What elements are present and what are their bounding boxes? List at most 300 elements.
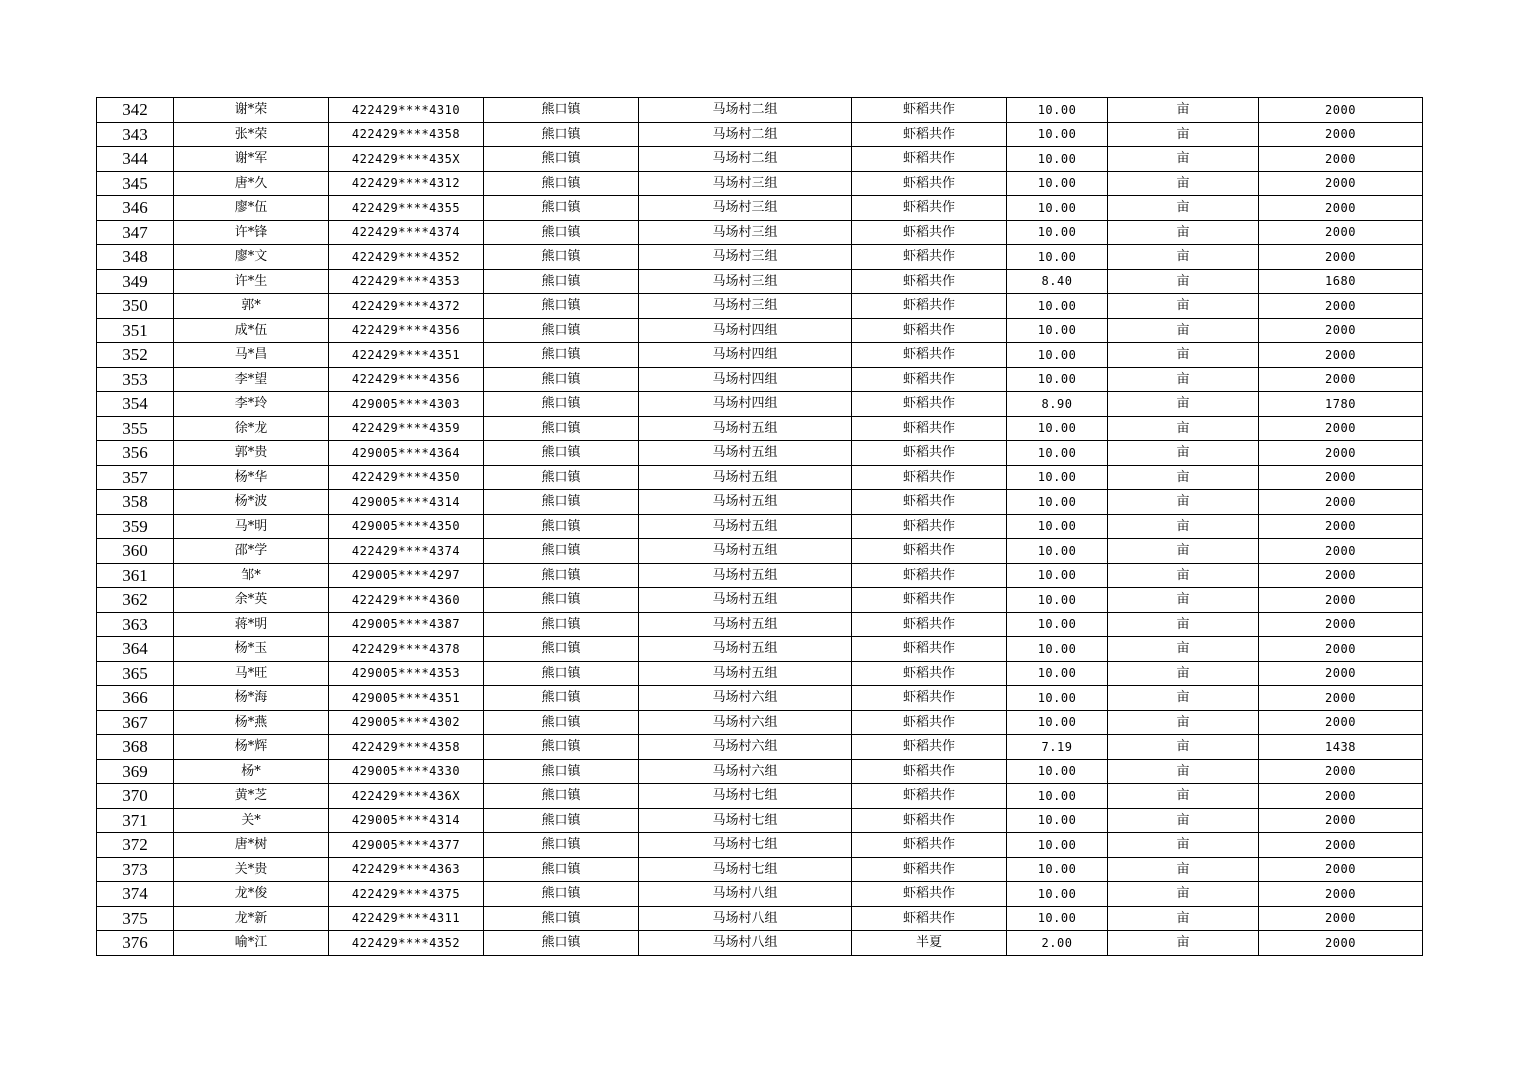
table-row <box>97 318 1423 343</box>
table-row <box>97 539 1423 564</box>
id-number-cell: 422429****4378 <box>329 637 484 662</box>
town-cell: 熊口镇 <box>484 147 639 172</box>
amount-cell: 2000 <box>1259 514 1423 539</box>
town-cell: 熊口镇 <box>484 612 639 637</box>
town-cell: 熊口镇 <box>484 441 639 466</box>
row-number-cell: 345 <box>97 171 174 196</box>
name-cell: 杨*华 <box>174 465 329 490</box>
town-cell: 熊口镇 <box>484 343 639 368</box>
area-cell: 10.00 <box>1007 588 1108 613</box>
area-cell: 10.00 <box>1007 710 1108 735</box>
row-number-cell: 342 <box>97 98 174 123</box>
table-row <box>97 637 1423 662</box>
name-cell: 谢*荣 <box>174 98 329 123</box>
name-cell: 杨*玉 <box>174 637 329 662</box>
village-group-cell: 马场村五组 <box>639 539 852 564</box>
name-cell: 龙*俊 <box>174 882 329 907</box>
table-row <box>97 514 1423 539</box>
area-cell: 10.00 <box>1007 882 1108 907</box>
amount-cell: 2000 <box>1259 122 1423 147</box>
amount-cell: 2000 <box>1259 563 1423 588</box>
amount-cell: 2000 <box>1259 661 1423 686</box>
id-number-cell: 422429****4375 <box>329 882 484 907</box>
crop-type-cell: 虾稻共作 <box>852 784 1007 809</box>
table-row <box>97 196 1423 221</box>
id-number-cell: 422429****435X <box>329 147 484 172</box>
id-number-cell: 422429****436X <box>329 784 484 809</box>
area-cell: 10.00 <box>1007 857 1108 882</box>
village-group-cell: 马场村三组 <box>639 269 852 294</box>
id-number-cell: 422429****4360 <box>329 588 484 613</box>
town-cell: 熊口镇 <box>484 882 639 907</box>
town-cell: 熊口镇 <box>484 294 639 319</box>
town-cell: 熊口镇 <box>484 735 639 760</box>
name-cell: 邵*学 <box>174 539 329 564</box>
row-number-cell: 373 <box>97 857 174 882</box>
row-number-cell: 358 <box>97 490 174 515</box>
town-cell: 熊口镇 <box>484 661 639 686</box>
village-group-cell: 马场村五组 <box>639 637 852 662</box>
name-cell: 许*生 <box>174 269 329 294</box>
village-group-cell: 马场村五组 <box>639 661 852 686</box>
id-number-cell: 422429****4310 <box>329 98 484 123</box>
crop-type-cell: 虾稻共作 <box>852 367 1007 392</box>
name-cell: 马*明 <box>174 514 329 539</box>
crop-type-cell: 虾稻共作 <box>852 98 1007 123</box>
name-cell: 杨* <box>174 759 329 784</box>
crop-type-cell: 虾稻共作 <box>852 882 1007 907</box>
crop-type-cell: 虾稻共作 <box>852 514 1007 539</box>
unit-cell: 亩 <box>1108 833 1259 858</box>
table-row <box>97 857 1423 882</box>
area-cell: 10.00 <box>1007 171 1108 196</box>
crop-type-cell: 虾稻共作 <box>852 245 1007 270</box>
name-cell: 郭*贵 <box>174 441 329 466</box>
village-group-cell: 马场村六组 <box>639 735 852 760</box>
village-group-cell: 马场村四组 <box>639 367 852 392</box>
area-cell: 10.00 <box>1007 784 1108 809</box>
unit-cell: 亩 <box>1108 416 1259 441</box>
name-cell: 马*昌 <box>174 343 329 368</box>
table-row <box>97 441 1423 466</box>
area-cell: 10.00 <box>1007 808 1108 833</box>
unit-cell: 亩 <box>1108 637 1259 662</box>
village-group-cell: 马场村七组 <box>639 808 852 833</box>
village-group-cell: 马场村八组 <box>639 882 852 907</box>
area-cell: 10.00 <box>1007 686 1108 711</box>
table-row <box>97 294 1423 319</box>
area-cell: 8.40 <box>1007 269 1108 294</box>
unit-cell: 亩 <box>1108 392 1259 417</box>
area-cell: 10.00 <box>1007 294 1108 319</box>
crop-type-cell: 虾稻共作 <box>852 735 1007 760</box>
id-number-cell: 422429****4359 <box>329 416 484 441</box>
row-number-cell: 347 <box>97 220 174 245</box>
town-cell: 熊口镇 <box>484 416 639 441</box>
name-cell: 蒋*明 <box>174 612 329 637</box>
crop-type-cell: 虾稻共作 <box>852 490 1007 515</box>
id-number-cell: 429005****4314 <box>329 490 484 515</box>
town-cell: 熊口镇 <box>484 318 639 343</box>
table-row <box>97 710 1423 735</box>
table-row <box>97 612 1423 637</box>
row-number-cell: 360 <box>97 539 174 564</box>
crop-type-cell: 半夏 <box>852 931 1007 956</box>
id-number-cell: 422429****4352 <box>329 245 484 270</box>
name-cell: 廖*伍 <box>174 196 329 221</box>
name-cell: 邹* <box>174 563 329 588</box>
village-group-cell: 马场村二组 <box>639 98 852 123</box>
amount-cell: 1680 <box>1259 269 1423 294</box>
row-number-cell: 351 <box>97 318 174 343</box>
table-row <box>97 490 1423 515</box>
table-row <box>97 833 1423 858</box>
unit-cell: 亩 <box>1108 906 1259 931</box>
name-cell: 杨*辉 <box>174 735 329 760</box>
row-number-cell: 362 <box>97 588 174 613</box>
unit-cell: 亩 <box>1108 269 1259 294</box>
row-number-cell: 344 <box>97 147 174 172</box>
table-row <box>97 808 1423 833</box>
amount-cell: 2000 <box>1259 637 1423 662</box>
crop-type-cell: 虾稻共作 <box>852 269 1007 294</box>
table-row <box>97 784 1423 809</box>
town-cell: 熊口镇 <box>484 269 639 294</box>
name-cell: 唐*树 <box>174 833 329 858</box>
unit-cell: 亩 <box>1108 171 1259 196</box>
unit-cell: 亩 <box>1108 882 1259 907</box>
town-cell: 熊口镇 <box>484 686 639 711</box>
row-number-cell: 366 <box>97 686 174 711</box>
village-group-cell: 马场村四组 <box>639 318 852 343</box>
area-cell: 10.00 <box>1007 196 1108 221</box>
amount-cell: 2000 <box>1259 857 1423 882</box>
village-group-cell: 马场村二组 <box>639 122 852 147</box>
amount-cell: 2000 <box>1259 588 1423 613</box>
village-group-cell: 马场村六组 <box>639 686 852 711</box>
amount-cell: 2000 <box>1259 465 1423 490</box>
unit-cell: 亩 <box>1108 563 1259 588</box>
row-number-cell: 368 <box>97 735 174 760</box>
table-row <box>97 367 1423 392</box>
row-number-cell: 355 <box>97 416 174 441</box>
table-row <box>97 171 1423 196</box>
id-number-cell: 422429****4363 <box>329 857 484 882</box>
crop-type-cell: 虾稻共作 <box>852 833 1007 858</box>
unit-cell: 亩 <box>1108 441 1259 466</box>
unit-cell: 亩 <box>1108 490 1259 515</box>
village-group-cell: 马场村三组 <box>639 294 852 319</box>
town-cell: 熊口镇 <box>484 245 639 270</box>
town-cell: 熊口镇 <box>484 563 639 588</box>
area-cell: 2.00 <box>1007 931 1108 956</box>
unit-cell: 亩 <box>1108 318 1259 343</box>
table-row <box>97 882 1423 907</box>
name-cell: 龙*新 <box>174 906 329 931</box>
town-cell: 熊口镇 <box>484 637 639 662</box>
id-number-cell: 429005****4302 <box>329 710 484 735</box>
town-cell: 熊口镇 <box>484 833 639 858</box>
amount-cell: 2000 <box>1259 710 1423 735</box>
crop-type-cell: 虾稻共作 <box>852 661 1007 686</box>
amount-cell: 2000 <box>1259 808 1423 833</box>
name-cell: 黄*芝 <box>174 784 329 809</box>
town-cell: 熊口镇 <box>484 465 639 490</box>
town-cell: 熊口镇 <box>484 367 639 392</box>
row-number-cell: 359 <box>97 514 174 539</box>
area-cell: 10.00 <box>1007 416 1108 441</box>
village-group-cell: 马场村四组 <box>639 392 852 417</box>
amount-cell: 2000 <box>1259 171 1423 196</box>
name-cell: 余*英 <box>174 588 329 613</box>
town-cell: 熊口镇 <box>484 392 639 417</box>
crop-type-cell: 虾稻共作 <box>852 588 1007 613</box>
town-cell: 熊口镇 <box>484 931 639 956</box>
crop-type-cell: 虾稻共作 <box>852 392 1007 417</box>
table-row <box>97 269 1423 294</box>
name-cell: 杨*燕 <box>174 710 329 735</box>
amount-cell: 2000 <box>1259 318 1423 343</box>
unit-cell: 亩 <box>1108 98 1259 123</box>
unit-cell: 亩 <box>1108 294 1259 319</box>
unit-cell: 亩 <box>1108 710 1259 735</box>
amount-cell: 2000 <box>1259 539 1423 564</box>
name-cell: 唐*久 <box>174 171 329 196</box>
row-number-cell: 369 <box>97 759 174 784</box>
area-cell: 10.00 <box>1007 318 1108 343</box>
amount-cell: 2000 <box>1259 931 1423 956</box>
row-number-cell: 376 <box>97 931 174 956</box>
name-cell: 马*旺 <box>174 661 329 686</box>
village-group-cell: 马场村七组 <box>639 857 852 882</box>
crop-type-cell: 虾稻共作 <box>852 441 1007 466</box>
amount-cell: 2000 <box>1259 220 1423 245</box>
row-number-cell: 371 <box>97 808 174 833</box>
amount-cell: 2000 <box>1259 294 1423 319</box>
village-group-cell: 马场村五组 <box>639 588 852 613</box>
unit-cell: 亩 <box>1108 686 1259 711</box>
table-row <box>97 245 1423 270</box>
amount-cell: 2000 <box>1259 490 1423 515</box>
id-number-cell: 422429****4312 <box>329 171 484 196</box>
town-cell: 熊口镇 <box>484 784 639 809</box>
row-number-cell: 374 <box>97 882 174 907</box>
town-cell: 熊口镇 <box>484 196 639 221</box>
table-row <box>97 147 1423 172</box>
area-cell: 10.00 <box>1007 343 1108 368</box>
village-group-cell: 马场村八组 <box>639 931 852 956</box>
unit-cell: 亩 <box>1108 465 1259 490</box>
unit-cell: 亩 <box>1108 784 1259 809</box>
row-number-cell: 365 <box>97 661 174 686</box>
name-cell: 张*荣 <box>174 122 329 147</box>
village-group-cell: 马场村五组 <box>639 563 852 588</box>
id-number-cell: 429005****4387 <box>329 612 484 637</box>
id-number-cell: 429005****4364 <box>329 441 484 466</box>
table-row <box>97 661 1423 686</box>
name-cell: 李*玲 <box>174 392 329 417</box>
crop-type-cell: 虾稻共作 <box>852 906 1007 931</box>
town-cell: 熊口镇 <box>484 98 639 123</box>
crop-type-cell: 虾稻共作 <box>852 686 1007 711</box>
village-group-cell: 马场村三组 <box>639 245 852 270</box>
village-group-cell: 马场村八组 <box>639 906 852 931</box>
name-cell: 许*锋 <box>174 220 329 245</box>
amount-cell: 1780 <box>1259 392 1423 417</box>
crop-type-cell: 虾稻共作 <box>852 539 1007 564</box>
area-cell: 10.00 <box>1007 539 1108 564</box>
data-table <box>96 97 1423 956</box>
row-number-cell: 367 <box>97 710 174 735</box>
row-number-cell: 346 <box>97 196 174 221</box>
name-cell: 谢*军 <box>174 147 329 172</box>
crop-type-cell: 虾稻共作 <box>852 122 1007 147</box>
table-row <box>97 906 1423 931</box>
area-cell: 10.00 <box>1007 514 1108 539</box>
unit-cell: 亩 <box>1108 539 1259 564</box>
id-number-cell: 422429****4374 <box>329 539 484 564</box>
row-number-cell: 349 <box>97 269 174 294</box>
amount-cell: 2000 <box>1259 784 1423 809</box>
unit-cell: 亩 <box>1108 735 1259 760</box>
amount-cell: 2000 <box>1259 882 1423 907</box>
town-cell: 熊口镇 <box>484 539 639 564</box>
row-number-cell: 353 <box>97 367 174 392</box>
id-number-cell: 422429****4311 <box>329 906 484 931</box>
crop-type-cell: 虾稻共作 <box>852 857 1007 882</box>
unit-cell: 亩 <box>1108 931 1259 956</box>
id-number-cell: 429005****4303 <box>329 392 484 417</box>
id-number-cell: 429005****4351 <box>329 686 484 711</box>
unit-cell: 亩 <box>1108 759 1259 784</box>
unit-cell: 亩 <box>1108 367 1259 392</box>
name-cell: 李*望 <box>174 367 329 392</box>
village-group-cell: 马场村五组 <box>639 612 852 637</box>
table-row <box>97 759 1423 784</box>
village-group-cell: 马场村五组 <box>639 465 852 490</box>
town-cell: 熊口镇 <box>484 171 639 196</box>
area-cell: 10.00 <box>1007 637 1108 662</box>
town-cell: 熊口镇 <box>484 588 639 613</box>
name-cell: 廖*文 <box>174 245 329 270</box>
id-number-cell: 429005****4350 <box>329 514 484 539</box>
id-number-cell: 422429****4353 <box>329 269 484 294</box>
id-number-cell: 422429****4358 <box>329 122 484 147</box>
id-number-cell: 422429****4351 <box>329 343 484 368</box>
row-number-cell: 375 <box>97 906 174 931</box>
village-group-cell: 马场村二组 <box>639 147 852 172</box>
unit-cell: 亩 <box>1108 588 1259 613</box>
unit-cell: 亩 <box>1108 147 1259 172</box>
id-number-cell: 422429****4356 <box>329 318 484 343</box>
village-group-cell: 马场村三组 <box>639 220 852 245</box>
crop-type-cell: 虾稻共作 <box>852 759 1007 784</box>
id-number-cell: 422429****4372 <box>329 294 484 319</box>
table-row <box>97 588 1423 613</box>
unit-cell: 亩 <box>1108 220 1259 245</box>
town-cell: 熊口镇 <box>484 759 639 784</box>
id-number-cell: 422429****4356 <box>329 367 484 392</box>
crop-type-cell: 虾稻共作 <box>852 465 1007 490</box>
area-cell: 10.00 <box>1007 612 1108 637</box>
table-row <box>97 416 1423 441</box>
crop-type-cell: 虾稻共作 <box>852 147 1007 172</box>
amount-cell: 1438 <box>1259 735 1423 760</box>
id-number-cell: 429005****4330 <box>329 759 484 784</box>
unit-cell: 亩 <box>1108 514 1259 539</box>
id-number-cell: 422429****4352 <box>329 931 484 956</box>
town-cell: 熊口镇 <box>484 220 639 245</box>
table-row <box>97 465 1423 490</box>
name-cell: 成*伍 <box>174 318 329 343</box>
village-group-cell: 马场村六组 <box>639 710 852 735</box>
amount-cell: 2000 <box>1259 759 1423 784</box>
amount-cell: 2000 <box>1259 367 1423 392</box>
id-number-cell: 429005****4297 <box>329 563 484 588</box>
village-group-cell: 马场村五组 <box>639 416 852 441</box>
amount-cell: 2000 <box>1259 196 1423 221</box>
crop-type-cell: 虾稻共作 <box>852 220 1007 245</box>
row-number-cell: 343 <box>97 122 174 147</box>
table-row <box>97 98 1423 123</box>
area-cell: 8.90 <box>1007 392 1108 417</box>
amount-cell: 2000 <box>1259 416 1423 441</box>
unit-cell: 亩 <box>1108 808 1259 833</box>
village-group-cell: 马场村七组 <box>639 784 852 809</box>
crop-type-cell: 虾稻共作 <box>852 710 1007 735</box>
unit-cell: 亩 <box>1108 343 1259 368</box>
table-row <box>97 392 1423 417</box>
name-cell: 徐*龙 <box>174 416 329 441</box>
town-cell: 熊口镇 <box>484 906 639 931</box>
row-number-cell: 363 <box>97 612 174 637</box>
name-cell: 关*贵 <box>174 857 329 882</box>
area-cell: 10.00 <box>1007 833 1108 858</box>
unit-cell: 亩 <box>1108 122 1259 147</box>
table-row <box>97 122 1423 147</box>
unit-cell: 亩 <box>1108 612 1259 637</box>
village-group-cell: 马场村七组 <box>639 833 852 858</box>
amount-cell: 2000 <box>1259 441 1423 466</box>
row-number-cell: 361 <box>97 563 174 588</box>
town-cell: 熊口镇 <box>484 857 639 882</box>
area-cell: 10.00 <box>1007 441 1108 466</box>
area-cell: 7.19 <box>1007 735 1108 760</box>
unit-cell: 亩 <box>1108 196 1259 221</box>
town-cell: 熊口镇 <box>484 808 639 833</box>
name-cell: 喻*江 <box>174 931 329 956</box>
area-cell: 10.00 <box>1007 122 1108 147</box>
id-number-cell: 429005****4353 <box>329 661 484 686</box>
area-cell: 10.00 <box>1007 465 1108 490</box>
area-cell: 10.00 <box>1007 759 1108 784</box>
row-number-cell: 354 <box>97 392 174 417</box>
name-cell: 杨*海 <box>174 686 329 711</box>
area-cell: 10.00 <box>1007 490 1108 515</box>
id-number-cell: 422429****4374 <box>329 220 484 245</box>
amount-cell: 2000 <box>1259 833 1423 858</box>
crop-type-cell: 虾稻共作 <box>852 563 1007 588</box>
table-row <box>97 931 1423 956</box>
village-group-cell: 马场村六组 <box>639 759 852 784</box>
area-cell: 10.00 <box>1007 563 1108 588</box>
town-cell: 熊口镇 <box>484 122 639 147</box>
amount-cell: 2000 <box>1259 343 1423 368</box>
area-cell: 10.00 <box>1007 220 1108 245</box>
crop-type-cell: 虾稻共作 <box>852 637 1007 662</box>
crop-type-cell: 虾稻共作 <box>852 171 1007 196</box>
area-cell: 10.00 <box>1007 98 1108 123</box>
